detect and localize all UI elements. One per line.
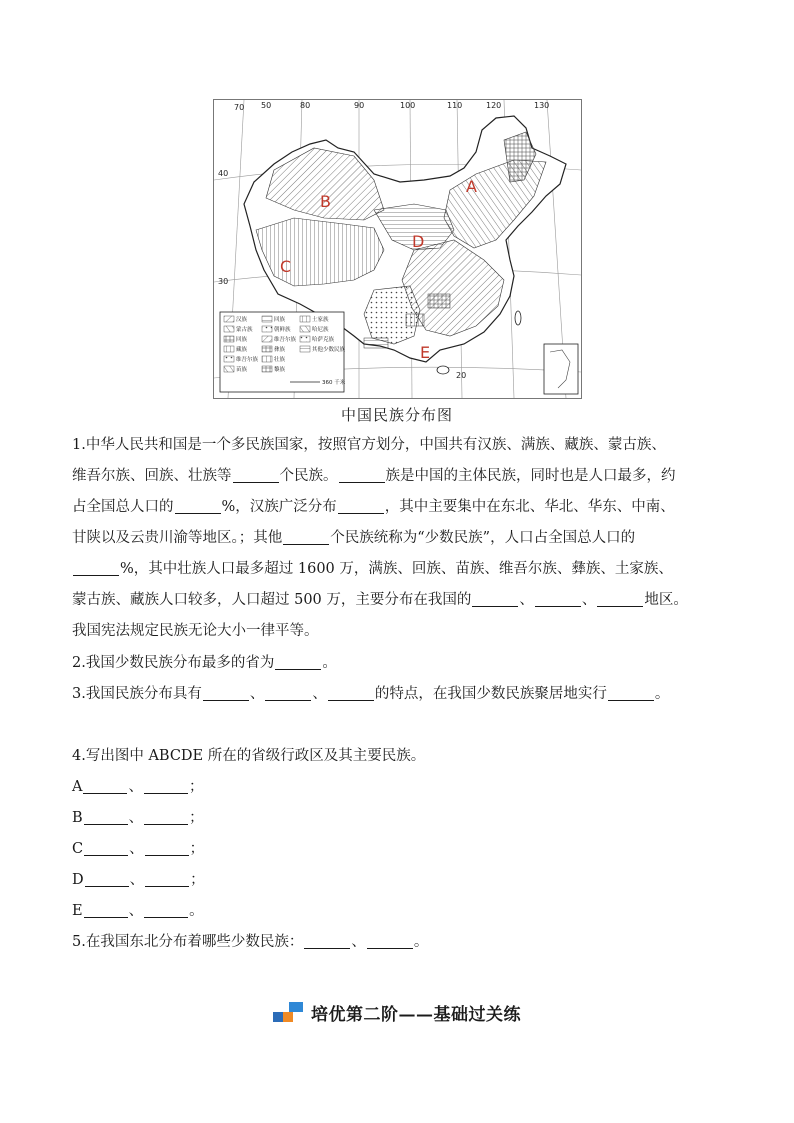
lon-label: 100 — [400, 101, 416, 110]
q1-line: 维吾尔族、回族、壮族等 个民族。 族是中国的主体民族，同时也是人口最多，约 — [72, 468, 676, 484]
legend-label: 藏族 — [236, 347, 248, 353]
question-2: 2.我国少数民族分布最多的省为 。 — [72, 655, 337, 671]
lon-label: 90 — [354, 101, 365, 110]
q4-row-c: C 、 ； — [72, 841, 205, 857]
answer-blank[interactable] — [83, 777, 127, 794]
answer-blank[interactable] — [339, 466, 385, 483]
q1-line: 1.中华人民共和国是一个多民族国家，按照官方划分，中国共有汉族、满族、藏族、蒙古族、 — [72, 437, 666, 453]
answer-blank[interactable] — [145, 870, 189, 887]
legend-label: 壮族 — [274, 357, 286, 363]
region-label-d: D — [412, 232, 425, 251]
answer-blank[interactable] — [145, 839, 189, 856]
answer-blank[interactable] — [275, 653, 321, 670]
question-1 — [72, 430, 732, 647]
q4-row-d: D 、 ； — [72, 872, 205, 888]
legend-label: 汉族 — [236, 317, 248, 323]
answer-blank[interactable] — [338, 497, 384, 514]
answer-blank[interactable] — [367, 932, 413, 949]
answer-blank[interactable] — [535, 590, 581, 607]
lon-label: 70 — [234, 103, 245, 112]
answer-blank[interactable] — [84, 808, 128, 825]
answer-blank[interactable] — [265, 684, 311, 701]
region-label-c: C — [280, 257, 292, 276]
map-legend — [220, 312, 346, 392]
answer-blank[interactable] — [203, 684, 249, 701]
region-label-e: E — [420, 343, 431, 362]
q1-line: 占全国总人口的 %，汉族广泛分布 ，其中主要集中在东北、华北、华东、中南、 — [72, 499, 675, 515]
section-logo-icon — [273, 1000, 305, 1024]
q1-line: 甘陕以及云贵川渝等地区。；其他 个民族统称为“少数民族”，人口占全国总人口的 — [72, 530, 636, 546]
lat-label: 30 — [218, 277, 229, 286]
lon-label: 80 — [300, 101, 311, 110]
answer-blank[interactable] — [84, 839, 128, 856]
legend-label: 土家族 — [312, 317, 329, 323]
legend-label: 朝鲜族 — [274, 327, 291, 333]
answer-blank[interactable] — [304, 932, 350, 949]
question-3: 3.我国民族分布具有 、 、 的特点，在我国少数民族聚居地实行 。 — [72, 686, 670, 702]
region-label-b: B — [320, 192, 331, 211]
map-caption: 中国民族分布图 — [340, 406, 453, 424]
answer-blank[interactable] — [144, 901, 188, 918]
region-label-a: A — [466, 177, 477, 196]
q1-line: 我国宪法规定民族无论大小一律平等。 — [72, 623, 319, 639]
legend-label: 哈萨克族 — [312, 337, 335, 343]
answer-blank[interactable] — [472, 590, 518, 607]
legend-label: 回族 — [236, 337, 248, 343]
answer-blank[interactable] — [84, 901, 128, 918]
section-heading — [0, 1000, 794, 1025]
lat-label: 40 — [218, 169, 229, 178]
south-china-sea-inset — [544, 344, 578, 394]
legend-label: 哈尼族 — [312, 327, 329, 333]
legend-label: 彝族 — [274, 347, 286, 353]
question-2-3 — [72, 648, 732, 710]
answer-blank[interactable] — [144, 777, 188, 794]
ethnic-distribution-map — [213, 99, 582, 399]
q1-line: 蒙古族、藏族人口较多，人口超过 500 万，主要分布在我国的 、 、 地区。 — [72, 592, 688, 608]
legend-label: 维吾尔族 — [274, 337, 297, 343]
legend-label: 蒙古族 — [236, 327, 253, 333]
question-5: 5.在我国东北分布着哪些少数民族： 、 。 — [72, 934, 429, 950]
map-figure — [214, 100, 581, 398]
section-title-text: 培优第二阶——基础过关练 — [311, 1005, 521, 1025]
question-4-5 — [72, 741, 732, 958]
answer-blank[interactable] — [73, 559, 119, 576]
legend-label: 黎族 — [274, 367, 286, 373]
legend-label: 苗族 — [236, 367, 248, 373]
legend-label: 维吾尔族 — [236, 357, 259, 363]
q4-row-a: A 、 ； — [72, 779, 204, 795]
lon-label: 130 — [534, 101, 550, 110]
legend-label: 其他少数民族 — [312, 347, 346, 353]
map-scale-label: 360 千米 — [322, 380, 346, 386]
q4-row-b: B 、 ； — [72, 810, 204, 826]
answer-blank[interactable] — [328, 684, 374, 701]
lon-label: 50 — [261, 101, 272, 110]
lon-label: 110 — [447, 101, 463, 110]
answer-blank[interactable] — [608, 684, 654, 701]
q1-line: %，其中壮族人口最多超过 1600 万，满族、回族、苗族、维吾尔族、彝族、土家族、 — [72, 554, 732, 585]
question-4-title: 4.写出图中 ABCDE 所在的省级行政区及其主要民族。 — [72, 748, 426, 764]
lon-label: 120 — [486, 101, 502, 110]
answer-blank[interactable] — [283, 528, 329, 545]
lat-label: 20 — [456, 371, 467, 380]
answer-blank[interactable] — [233, 466, 279, 483]
answer-blank[interactable] — [85, 870, 129, 887]
answer-blank[interactable] — [144, 808, 188, 825]
answer-blank[interactable] — [175, 497, 221, 514]
legend-label: 回族 — [274, 317, 286, 323]
q4-row-e: E 、 。 — [72, 903, 204, 919]
answer-blank[interactable] — [597, 590, 643, 607]
